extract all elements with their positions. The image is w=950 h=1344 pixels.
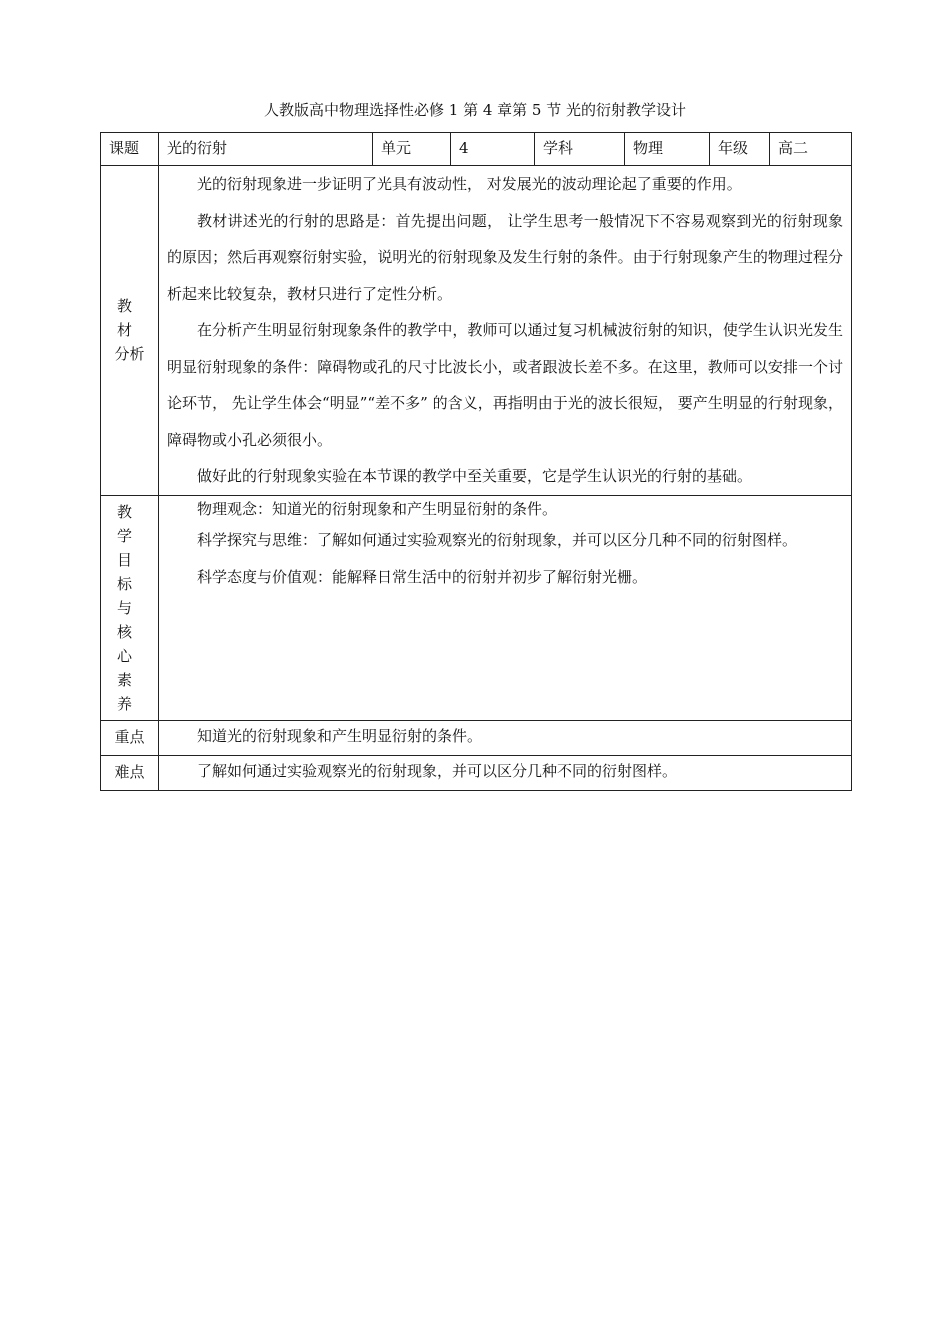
grade-value: 高二 [778,139,809,157]
unit-label: 单元 [381,139,412,157]
subject-label-cell [535,133,625,166]
goals-paragraph: 科学探究与思维：了解如何通过实验观察光的衍射现象，并可以区分几种不同的衍射图样。 [197,530,798,549]
goals-label-line: 养 [116,694,146,713]
subject-value-cell [625,133,710,166]
key-point-label-cell [101,720,159,755]
topic-label: 课题 [109,139,140,157]
goals-paragraph: 物理观念：知道光的衍射现象和产生明显衍射的条件。 [197,499,558,518]
difficulty-text: 了解如何通过实验观察光的衍射现象，并可以区分几种不同的衍射图样。 [197,761,678,780]
goals-label-line: 目标 [116,550,146,593]
analysis-content-cell [159,166,852,496]
analysis-label-line1: 教材 [116,297,146,340]
topic-label-cell [101,133,159,166]
topic-value-cell [159,133,373,166]
goals-paragraph: 科学态度与价值观：能解释日常生活中的衍射并初步了解衍射光栅。 [197,567,648,586]
key-point-row [101,720,852,755]
analysis-label-cell [101,166,159,496]
difficulty-label-cell [101,755,159,790]
analysis-paragraph: 在分析产生明显衍射现象条件的教学中，教师可以通过复习机械波衍射的知识，使学生认识光发生明显衍射现象的条件：障碍物或孔的尺寸比波长小，或者跟波长差不多。在这里，教师可以安排一个讨论环节， 先让学生体会“明显”“差不多” 的含义，再指明由于光的波长很短， 要产生明显的行射现象，障碍物或小孔必须很小。 [167,321,843,449]
analysis-paragraph: 做好此的行射现象实验在本节课的教学中至关重要，它是学生认识光的行射的基础。 [197,467,753,485]
difficulty-row [101,755,852,790]
key-point-label: 重点 [114,727,145,746]
difficulty-label: 难点 [114,762,145,781]
key-point-text: 知道光的衍射现象和产生明显衍射的条件。 [197,726,483,745]
difficulty-content-cell [159,755,852,790]
analysis-label-line2: 分析 [114,345,145,364]
lesson-plan-table [100,132,852,791]
grade-value-cell [770,133,852,166]
goals-label-line: 心素 [116,646,146,689]
unit-label-cell [373,133,451,166]
key-point-content-cell [159,720,852,755]
subject-value: 物理 [633,139,664,157]
header-row [101,133,852,166]
goals-label-line: 教学 [116,502,146,545]
goals-label-line: 与核 [116,598,146,641]
page-title: 人教版高中物理选择性必修 1 第 4 章第 5 节 光的衍射教学设计 [263,101,686,119]
unit-value: 4 [459,139,469,157]
goals-row [101,495,852,720]
grade-label: 年级 [718,139,749,157]
analysis-row [101,166,852,496]
goals-content-cell [159,495,852,720]
analysis-paragraph: 光的衍射现象进一步证明了光具有波动性， 对发展光的波动理论起了重要的作用。 [197,175,742,193]
goals-label-cell [101,495,159,720]
grade-label-cell [710,133,770,166]
unit-value-cell [451,133,535,166]
subject-label: 学科 [543,139,574,157]
analysis-paragraph: 教材讲述光的行射的思路是：首先提出问题， 让学生思考一般情况下不容易观察到光的衍射现象的原因；然后再观察衍射实验，说明光的衍射现象及发生行射的条件。由于行射现象产生的物理过程分析起来比较复杂，教材只进行了定性分析。 [167,211,843,303]
topic-value: 光的衍射 [167,139,228,157]
